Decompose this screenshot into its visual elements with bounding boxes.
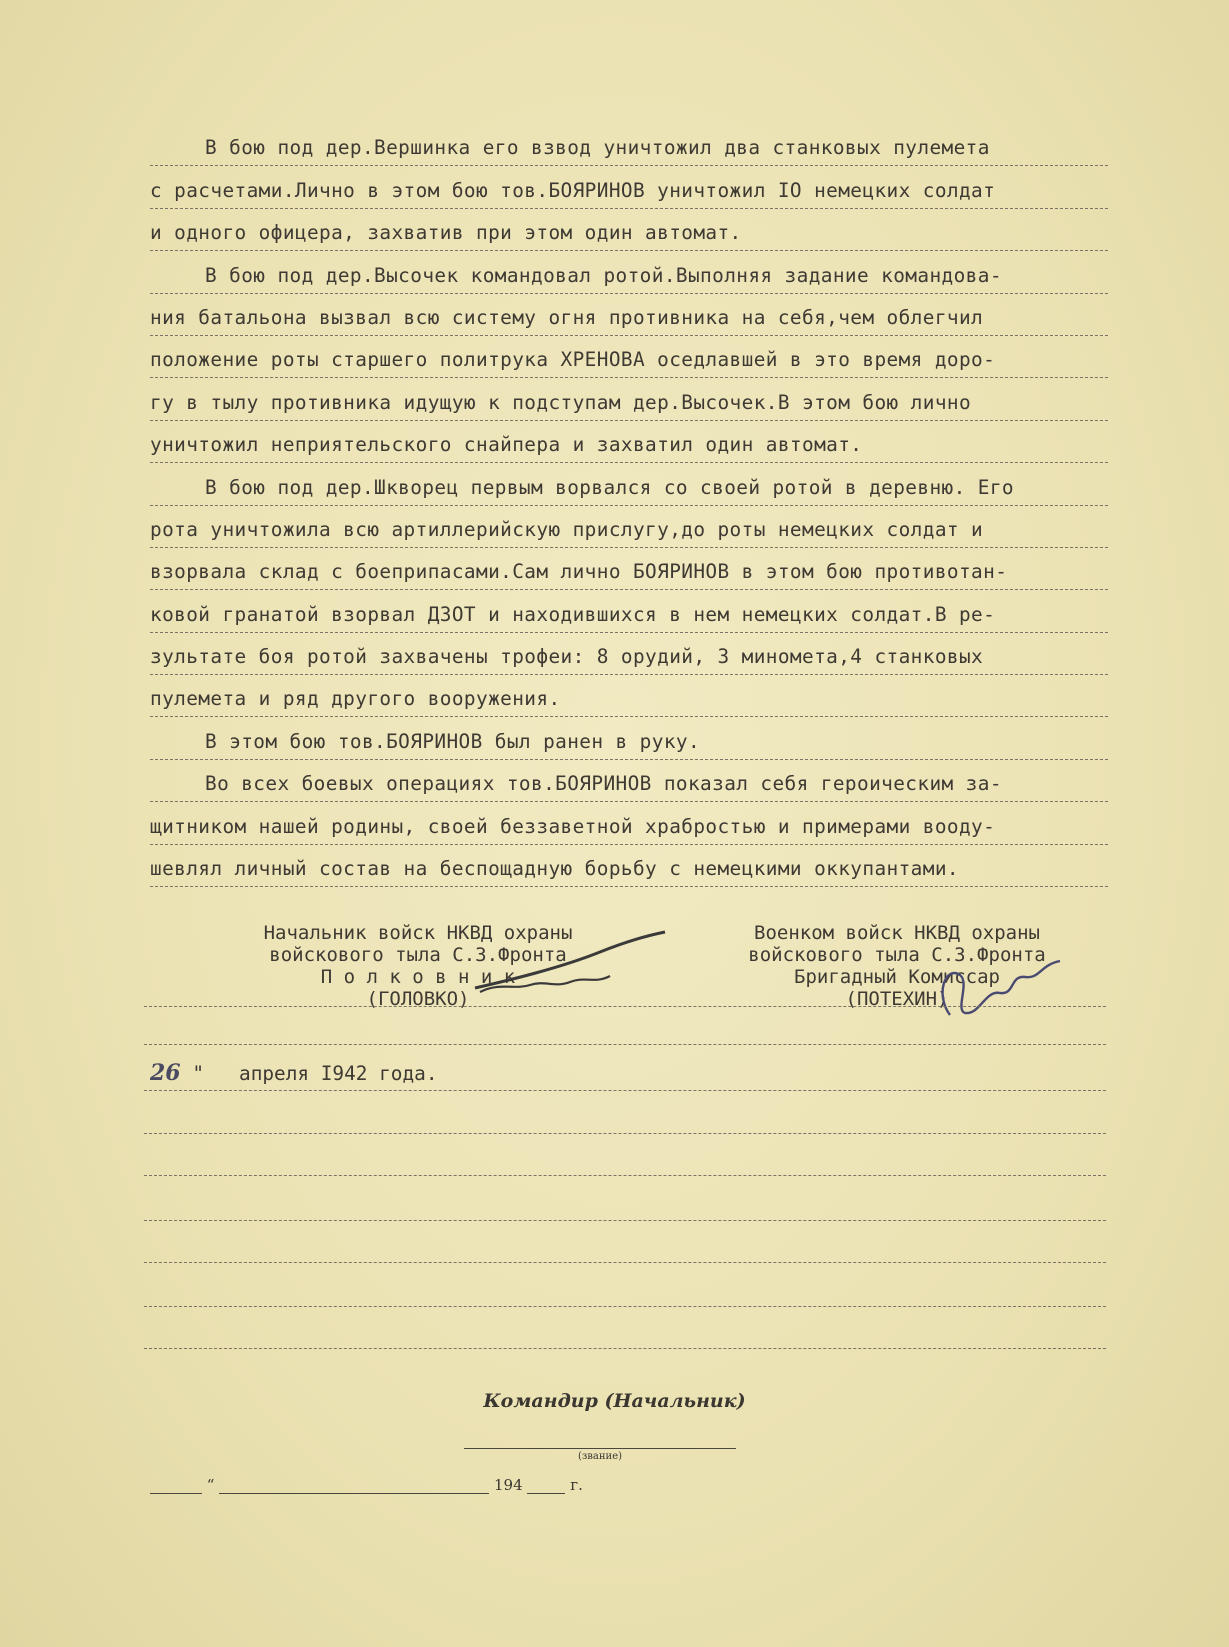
- year-blank: [527, 1479, 565, 1494]
- text-line: [150, 209, 1108, 251]
- text-line-content: гу в тылу противника идущую к подступам дер.Высочек.В этом бою лично: [150, 390, 972, 414]
- text-line-content: В этом бою тов.БОЯРИНОВ был ранен в руку.: [205, 729, 701, 753]
- text-line-content: и одного офицера, захватив при этом один автомат.: [150, 221, 742, 245]
- text-line: [150, 166, 1108, 208]
- text-line: [150, 717, 1108, 759]
- text-line: [150, 548, 1108, 590]
- commander-heading: Командир (Начальник): [483, 1390, 746, 1412]
- text-line: [150, 590, 1108, 632]
- rank-label: (звание): [577, 1451, 623, 1462]
- text-line-content: с расчетами.Лично в этом бою тов.БОЯРИНОВ уничтожил IO немецких солдат: [150, 178, 996, 202]
- text-line-content: В бою под дер.Вершинка его взвод уничтожил два станковых пулемета: [205, 136, 990, 160]
- text-line: [150, 802, 1108, 844]
- blank-rule: [144, 1006, 1106, 1007]
- text-line-content: В бою под дер.Шкворец первым ворвался со своей ротой в деревню. Его: [205, 475, 1014, 499]
- date-rest: апреля I942 года.: [239, 1062, 438, 1085]
- text-line: [150, 845, 1108, 887]
- open-quote: “: [206, 1476, 215, 1494]
- text-line: [150, 251, 1108, 293]
- text-line: [150, 378, 1108, 420]
- month-blank: [219, 1479, 489, 1494]
- document-date: [150, 1060, 438, 1086]
- text-line: [150, 336, 1108, 378]
- award-text-body: [150, 124, 1108, 887]
- text-line-content: ния батальона вызвал всю систему огня противника на себя,чем облегчил: [150, 305, 984, 329]
- text-line: [150, 421, 1108, 463]
- blank-rule: [144, 1262, 1106, 1263]
- date-quote: ": [192, 1062, 204, 1085]
- rank-blank-line: [464, 1448, 736, 1449]
- text-line-content: Во всех боевых операциях тов.БОЯРИНОВ показал себя героическим за-: [205, 772, 1002, 796]
- text-line-content: В бою под дер.Высочек командовал ротой.Выполняя задание командова-: [205, 263, 1002, 287]
- signature-block-left: Начальник войск НКВД охраны войскового тыла С.З.Фронта П о л к о в н и к (ГОЛОВКО): [263, 922, 573, 1010]
- blank-rule: [144, 1348, 1106, 1349]
- date-day: 26: [150, 1060, 181, 1086]
- year-prefix: 194: [494, 1476, 523, 1494]
- signature-block-right: Военком войск НКВД охраны войскового тыла С.З.Фронта Бригадный Комиссар (ПОТЕХИН): [748, 922, 1046, 1010]
- blank-rule: [144, 1090, 1106, 1091]
- year-suffix: г.: [570, 1476, 583, 1494]
- blank-rule: [144, 1044, 1106, 1045]
- text-line: [150, 124, 1108, 166]
- text-line: [150, 506, 1108, 548]
- blank-rule: [144, 1306, 1106, 1307]
- text-line-content: положение роты старшего политрука ХРЕНОВА оседлавшей в это время доро-: [150, 348, 996, 372]
- text-line: [150, 294, 1108, 336]
- text-line: [150, 675, 1108, 717]
- text-line-content: уничтожил неприятельского снайпера и захватил один автомат.: [150, 433, 863, 457]
- text-line-content: ковой гранатой взорвал ДЗОТ и находившихся в нем немецких солдат.В ре-: [150, 602, 996, 626]
- text-line: [150, 760, 1108, 802]
- blank-rule: [144, 1133, 1106, 1134]
- blank-rule: [144, 1175, 1106, 1176]
- blank-rule: [144, 1220, 1106, 1221]
- text-line-content: рота уничтожила всю артиллерийскую прислугу,до роты немецких солдат и: [150, 517, 984, 541]
- text-line-content: пулемета и ряд другого вооружения.: [150, 687, 561, 711]
- text-line: [150, 633, 1108, 675]
- text-line-content: шевлял личный состав на беспощадную борьбу с немецкими оккупантами.: [150, 857, 959, 881]
- text-line-content: щитником нашей родины, своей беззаветной храбростью и примерами вооду-: [150, 814, 996, 838]
- form-date-line: [150, 1476, 583, 1494]
- day-blank: [150, 1479, 202, 1494]
- text-line-content: зультате боя ротой захвачены трофеи: 8 орудий, 3 миномета,4 станковых: [150, 645, 984, 669]
- text-line-content: взорвала склад с боеприпасами.Сам лично БОЯРИНОВ в этом бою противотан-: [150, 560, 1008, 584]
- text-line: [150, 463, 1108, 505]
